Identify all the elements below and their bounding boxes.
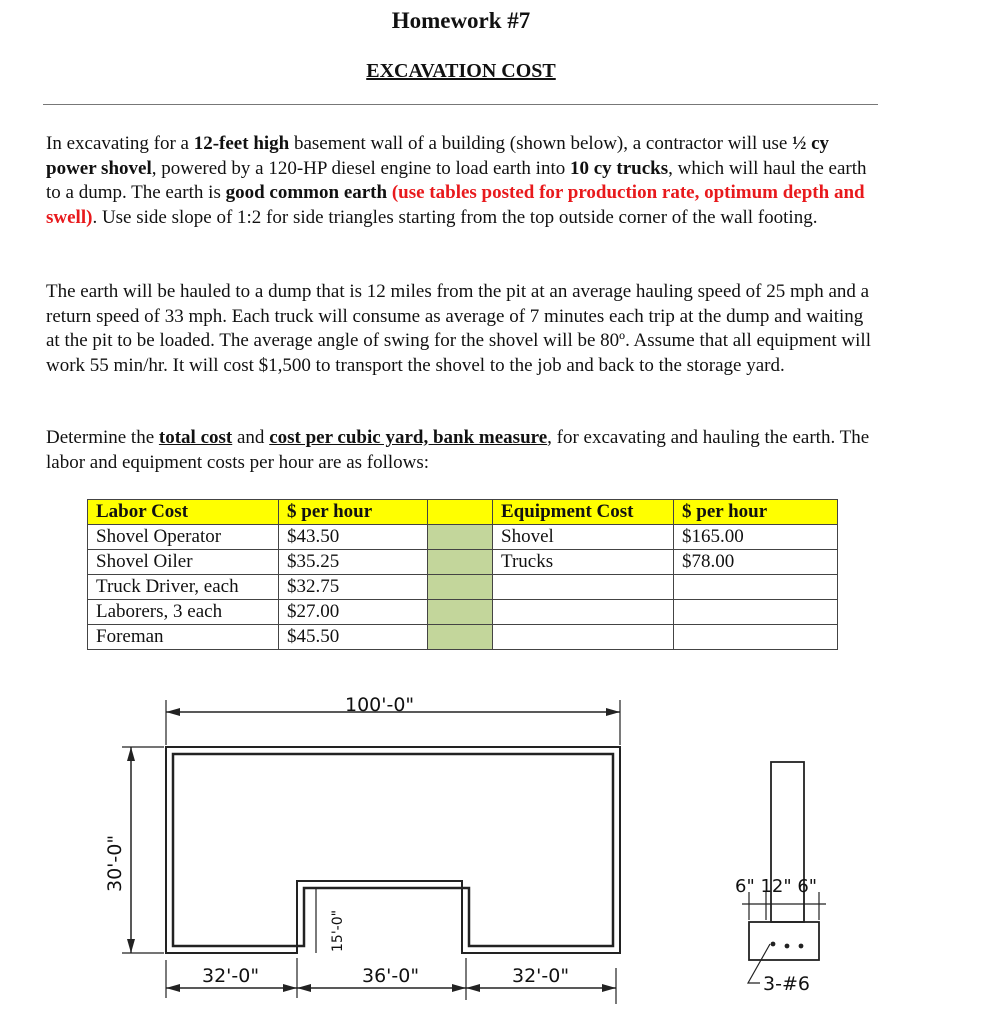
header-labor: Labor Cost <box>88 500 279 525</box>
foundation-plan <box>122 700 620 1004</box>
dim-right-segment: 32'-0" <box>512 965 570 987</box>
rebar-label: 3-#6 <box>763 973 810 995</box>
labor-name: Laborers, 3 each <box>88 600 279 625</box>
p3-text-2: and <box>232 427 270 448</box>
p3-underline-1: total cost <box>158 427 233 448</box>
p3-underline-2: cost per cubic yard, bank measure <box>269 427 548 448</box>
dim-middle-segment: 36'-0" <box>362 965 420 987</box>
rebar-dot <box>799 944 804 949</box>
dim-left-arrow-top <box>127 747 135 761</box>
problem-paragraph-2: The earth will be hauled to a dump that is 12 miles from the pit at an average hauling speed of 25 mph and a return speed of 33 mph. Each truck will consume as average of 7 minutes each trip at the dump and waiting at the pit to be loaded. The average angle of swing for the shovel will be 80º. Assume that all equipment will work 55 min/hr. It will cost $1,500 to transport the shovel to the job and back to the storage yard. <box>46 281 871 376</box>
equipment-rate: $78.00 <box>674 550 838 575</box>
dim-left-arrow-bottom <box>127 939 135 953</box>
plan-inner-outline <box>173 754 613 946</box>
p1-bold-3: 10 cy trucks <box>569 157 669 179</box>
labor-name: Truck Driver, each <box>88 575 279 600</box>
wall-footing <box>749 922 819 960</box>
rebar-dot <box>785 944 790 949</box>
plan-outer-outline <box>166 747 620 953</box>
p1-text-4: , which will haul the earth to a dump. The earth is <box>46 157 867 203</box>
labor-rate: $45.50 <box>279 625 428 650</box>
section-dims: 6" 12" 6" <box>735 876 818 897</box>
wall-section <box>742 762 826 983</box>
equipment-name: Trucks <box>493 550 674 575</box>
header-equipment: Equipment Cost <box>493 500 674 525</box>
labor-rate: $27.00 <box>279 600 428 625</box>
p1-text-2: basement wall of a building (shown below), a contractor will use <box>289 133 793 154</box>
labor-name: Foreman <box>88 625 279 650</box>
page-subtitle: EXCAVATION COST <box>366 60 556 82</box>
header-labor-rate: $ per hour <box>279 500 428 525</box>
dim-top-arrow-left <box>166 708 180 716</box>
p1-bold-2: ½ cy power shovel <box>46 133 830 179</box>
dim-overall-length: 100'-0" <box>345 694 415 716</box>
dim-left-segment: 32'-0" <box>202 965 260 987</box>
dim-top-arrow-right <box>606 708 620 716</box>
p1-text-1: In excavating for a <box>46 133 194 154</box>
p1-text-3: , powered by a 120-HP diesel engine to load earth into <box>151 157 570 179</box>
page-title: Homework #7 <box>391 8 531 33</box>
p1-text-5: . Use side slope of 1:2 for side triangles starting from the top outside corner of the wall footing. <box>92 206 818 228</box>
header-equipment-rate: $ per hour <box>674 500 838 525</box>
equipment-rate: $165.00 <box>674 525 838 550</box>
p1-bold-1: 12-feet high <box>193 133 290 154</box>
dim-notch-depth: 15'-0" <box>330 909 346 952</box>
equipment-name: Shovel <box>493 525 674 550</box>
wall-stem <box>771 762 804 922</box>
p1-red-note: (use tables posted for production rate, optimum depth and swell) <box>46 182 865 228</box>
labor-rate: $35.25 <box>279 550 428 575</box>
dim-overall-width: 30'-0" <box>104 834 126 892</box>
p3-text-3: , for excavating and hauling the earth. The labor and equipment costs per hour are as follows: <box>46 427 870 473</box>
p1-bold-4: good common earth <box>225 182 388 203</box>
p3-text-1: Determine the <box>46 427 159 448</box>
labor-name: Shovel Operator <box>88 525 279 550</box>
labor-rate: $43.50 <box>279 525 428 550</box>
rebar-dot <box>771 942 776 947</box>
labor-name: Shovel Oiler <box>88 550 279 575</box>
labor-rate: $32.75 <box>279 575 428 600</box>
